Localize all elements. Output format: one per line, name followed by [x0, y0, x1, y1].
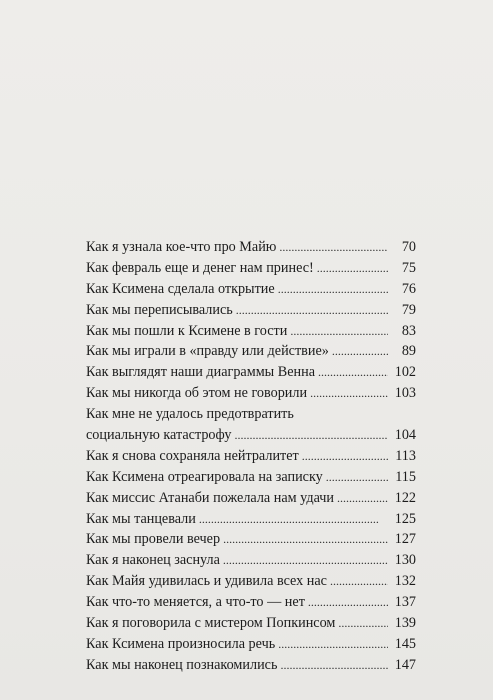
toc-entry-title: Как что-то меняется, а что-то — нет	[86, 594, 305, 611]
toc-leader-dots	[290, 321, 388, 342]
toc-entry-title: Как мы танцевали	[86, 510, 196, 527]
toc-entry	[86, 258, 416, 279]
toc-entry-page: 89	[401, 343, 416, 360]
toc-entry-page: 115	[395, 468, 416, 485]
toc-entry-page: 130	[394, 552, 416, 569]
toc-entry-page: 125	[394, 510, 416, 527]
toc-entry	[86, 300, 416, 321]
toc-entry-title: Как мы играли в «правду или действие»	[86, 343, 329, 360]
toc-leader-dots	[223, 550, 388, 571]
toc-entry-page: 75	[401, 259, 416, 276]
table-of-contents	[86, 237, 416, 676]
toc-entry	[86, 613, 416, 634]
toc-entry-title: Как я снова сохраняла нейтралитет	[86, 447, 299, 464]
toc-entry-title: Как мы провели вечер	[86, 531, 221, 548]
toc-entry-title: Как мы пошли к Ксимене в гости	[86, 322, 288, 339]
toc-entry	[86, 529, 416, 550]
toc-entry-title: Как Ксимена отреагировала на записку	[86, 468, 323, 485]
toc-leader-dots	[278, 279, 388, 300]
toc-entry-page: 104	[394, 427, 416, 444]
toc-entry-page: 139	[394, 615, 416, 632]
toc-leader-dots	[302, 446, 388, 467]
toc-entry-page: 102	[394, 364, 416, 381]
toc-entry	[86, 362, 416, 383]
toc-leader-dots	[223, 529, 388, 550]
toc-leader-dots	[199, 509, 388, 530]
toc-leader-dots	[337, 488, 388, 509]
toc-entry-title: Как я поговорила с мистером Попкинсом	[86, 615, 336, 632]
toc-entry-page: 127	[394, 531, 416, 548]
toc-entry-page: 83	[401, 322, 416, 339]
toc-entry-page: 122	[394, 489, 416, 506]
toc-entry-page: 145	[394, 635, 416, 652]
toc-leader-dots	[280, 655, 388, 676]
toc-entry-title-continued: социальную катастрофу	[86, 427, 232, 444]
toc-entry-title: Как мы переписывались	[86, 301, 233, 318]
toc-entry	[86, 550, 416, 571]
toc-entry-title: Как миссис Атанаби пожелала нам удачи	[86, 489, 335, 506]
toc-leader-dots	[330, 571, 388, 592]
toc-entry-title: Как Майя удивилась и удивила всех нас	[86, 573, 327, 590]
toc-leader-dots	[332, 341, 388, 362]
toc-entry	[86, 383, 416, 404]
toc-entry-title: Как мне не удалось предотвратить	[86, 406, 294, 423]
toc-leader-dots	[308, 592, 388, 613]
toc-leader-dots	[234, 425, 388, 446]
toc-entry-line-1	[86, 404, 416, 425]
toc-entry-title: Как февраль еще и денег нам принес!	[86, 259, 314, 276]
toc-leader-dots	[236, 300, 388, 321]
toc-entry	[86, 592, 416, 613]
toc-entry	[86, 321, 416, 342]
toc-entry	[86, 634, 416, 655]
toc-entry-title: Как мы наконец познакомились	[86, 656, 278, 673]
toc-entry-page: 103	[394, 385, 416, 402]
toc-entry-title: Как мы никогда об этом не говорили	[86, 385, 308, 402]
toc-entry-title: Как я наконец заснула	[86, 552, 220, 569]
toc-entry-page: 79	[401, 301, 416, 318]
toc-entry	[86, 488, 416, 509]
toc-entry-page: 147	[394, 656, 416, 673]
toc-entry	[86, 446, 416, 467]
toc-entry-title: Как Ксимена произносила речь	[86, 635, 276, 652]
toc-entry-line-2	[86, 425, 416, 446]
toc-leader-dots	[279, 237, 388, 258]
toc-entry	[86, 341, 416, 362]
toc-leader-dots	[318, 362, 388, 383]
toc-entry-page: 76	[401, 280, 416, 297]
toc-leader-dots	[317, 258, 388, 279]
toc-entry	[86, 467, 416, 488]
toc-entry-page: 132	[394, 573, 416, 590]
toc-entry-title: Как Ксимена сделала открытие	[86, 280, 275, 297]
toc-entry-title: Как выглядят наши диаграммы Венна	[86, 364, 315, 381]
toc-leader-dots	[310, 383, 388, 404]
toc-entry	[86, 655, 416, 676]
toc-leader-dots	[338, 613, 388, 634]
toc-entry-title: Как я узнала кое-что про Майю	[86, 239, 277, 255]
toc-entry-page: 113	[395, 447, 416, 464]
toc-entry	[86, 509, 416, 530]
toc-entry-page: 70	[401, 239, 416, 255]
toc-entry	[86, 237, 416, 258]
toc-entry	[86, 571, 416, 592]
toc-leader-dots	[326, 467, 388, 488]
toc-leader-dots	[278, 634, 388, 655]
toc-entry-page: 137	[394, 594, 416, 611]
toc-entry	[86, 279, 416, 300]
